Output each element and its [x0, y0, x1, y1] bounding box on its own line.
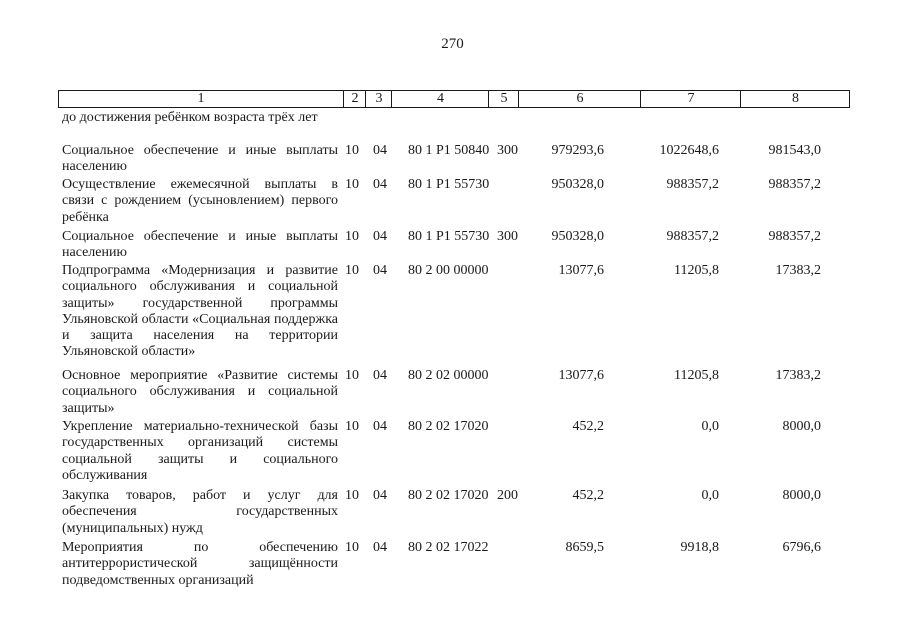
- header-col-6: 6: [518, 91, 641, 107]
- row-value-col8: 17383,2: [775, 263, 821, 278]
- row-section: 10: [345, 540, 359, 555]
- header-col-8: 8: [740, 91, 850, 107]
- row-value-col8: 8000,0: [782, 488, 821, 503]
- row-section: 10: [345, 177, 359, 192]
- row-value-col6: 979293,6: [551, 143, 604, 158]
- page-number: 270: [441, 36, 464, 52]
- row-value-col8: 988357,2: [768, 177, 821, 192]
- row-target-code: 80 2 00 00000: [408, 263, 489, 278]
- row-value-col8: 988357,2: [768, 229, 821, 244]
- row-value-col8: 981543,0: [768, 143, 821, 158]
- row-value-col7: 11205,8: [674, 368, 719, 383]
- row-expense-type: 300: [497, 229, 518, 244]
- row-subsection: 04: [373, 229, 387, 244]
- row-subsection: 04: [373, 143, 387, 158]
- row-section: 10: [345, 368, 359, 383]
- row-section: 10: [345, 488, 359, 503]
- table-header: [58, 90, 850, 108]
- header-col-3: 3: [365, 91, 392, 107]
- row-value-col8: 17383,2: [775, 368, 821, 383]
- row-target-code: 80 2 02 00000: [408, 368, 489, 383]
- row-value-col7: 9918,8: [680, 540, 719, 555]
- row-value-col7: 0,0: [701, 419, 719, 434]
- row-value-col7: 988357,2: [666, 177, 719, 192]
- row-description: Мероприятия по обеспечению антитеррористической защищённости подведомственных организаций: [62, 540, 338, 588]
- row-subsection: 04: [373, 263, 387, 278]
- row-subsection: 04: [373, 419, 387, 434]
- row-value-col6: 452,2: [572, 488, 604, 503]
- row-section: 10: [345, 229, 359, 244]
- row-value-col6: 8659,5: [565, 540, 604, 555]
- row-expense-type: 300: [497, 143, 518, 158]
- row-expense-type: 200: [497, 488, 518, 503]
- row-value-col6: 950328,0: [551, 177, 604, 192]
- row-value-col7: 11205,8: [674, 263, 719, 278]
- row-description: Укрепление материально-технической базы государственных организаций системы социальной защиты и социального обслуживания: [62, 419, 338, 483]
- row-section: 10: [345, 143, 359, 158]
- row-value-col8: 6796,6: [782, 540, 821, 555]
- row-target-code: 80 1 P1 55730: [408, 229, 490, 244]
- header-col-4: 4: [391, 91, 489, 107]
- row-subsection: 04: [373, 488, 387, 503]
- row-description: Подпрограмма «Модернизация и развитие социального обслуживания и социальной защиты» государственной программы Ульяновской области «Социальная поддержка и защита населения на территории Ульяновской области»: [62, 263, 338, 360]
- row-subsection: 04: [373, 540, 387, 555]
- row-description: до достижения ребёнком возраста трёх лет: [62, 110, 318, 125]
- row-value-col6: 13077,6: [558, 263, 604, 278]
- row-description: Закупка товаров, работ и услуг для обеспечения государственных (муниципальных) нужд: [62, 488, 338, 536]
- row-target-code: 80 1 P1 55730: [408, 177, 490, 192]
- row-value-col7: 1022648,6: [659, 143, 719, 158]
- header-col-2: 2: [343, 91, 366, 107]
- header-col-1: 1: [197, 91, 205, 106]
- row-value-col7: 0,0: [701, 488, 719, 503]
- row-description: Осуществление ежемесячной выплаты в связи с рождением (усыновлением) первого ребёнка: [62, 177, 338, 225]
- header-col-5: 5: [488, 91, 519, 107]
- row-target-code: 80 2 02 17020: [408, 488, 489, 503]
- row-section: 10: [345, 419, 359, 434]
- row-subsection: 04: [373, 368, 387, 383]
- row-value-col6: 13077,6: [558, 368, 604, 383]
- header-col-7: 7: [640, 91, 741, 107]
- row-value-col7: 988357,2: [666, 229, 719, 244]
- row-value-col8: 8000,0: [782, 419, 821, 434]
- row-target-code: 80 1 P1 50840: [408, 143, 490, 158]
- row-description: Основное мероприятие «Развитие системы социального обслуживания и социальной защиты»: [62, 368, 338, 416]
- row-target-code: 80 2 02 17022: [408, 540, 489, 555]
- row-target-code: 80 2 02 17020: [408, 419, 489, 434]
- row-subsection: 04: [373, 177, 387, 192]
- row-section: 10: [345, 263, 359, 278]
- row-description: Социальное обеспечение и иные выплаты населению: [62, 229, 338, 261]
- row-value-col6: 452,2: [572, 419, 604, 434]
- row-value-col6: 950328,0: [551, 229, 604, 244]
- row-description: Социальное обеспечение и иные выплаты населению: [62, 143, 338, 175]
